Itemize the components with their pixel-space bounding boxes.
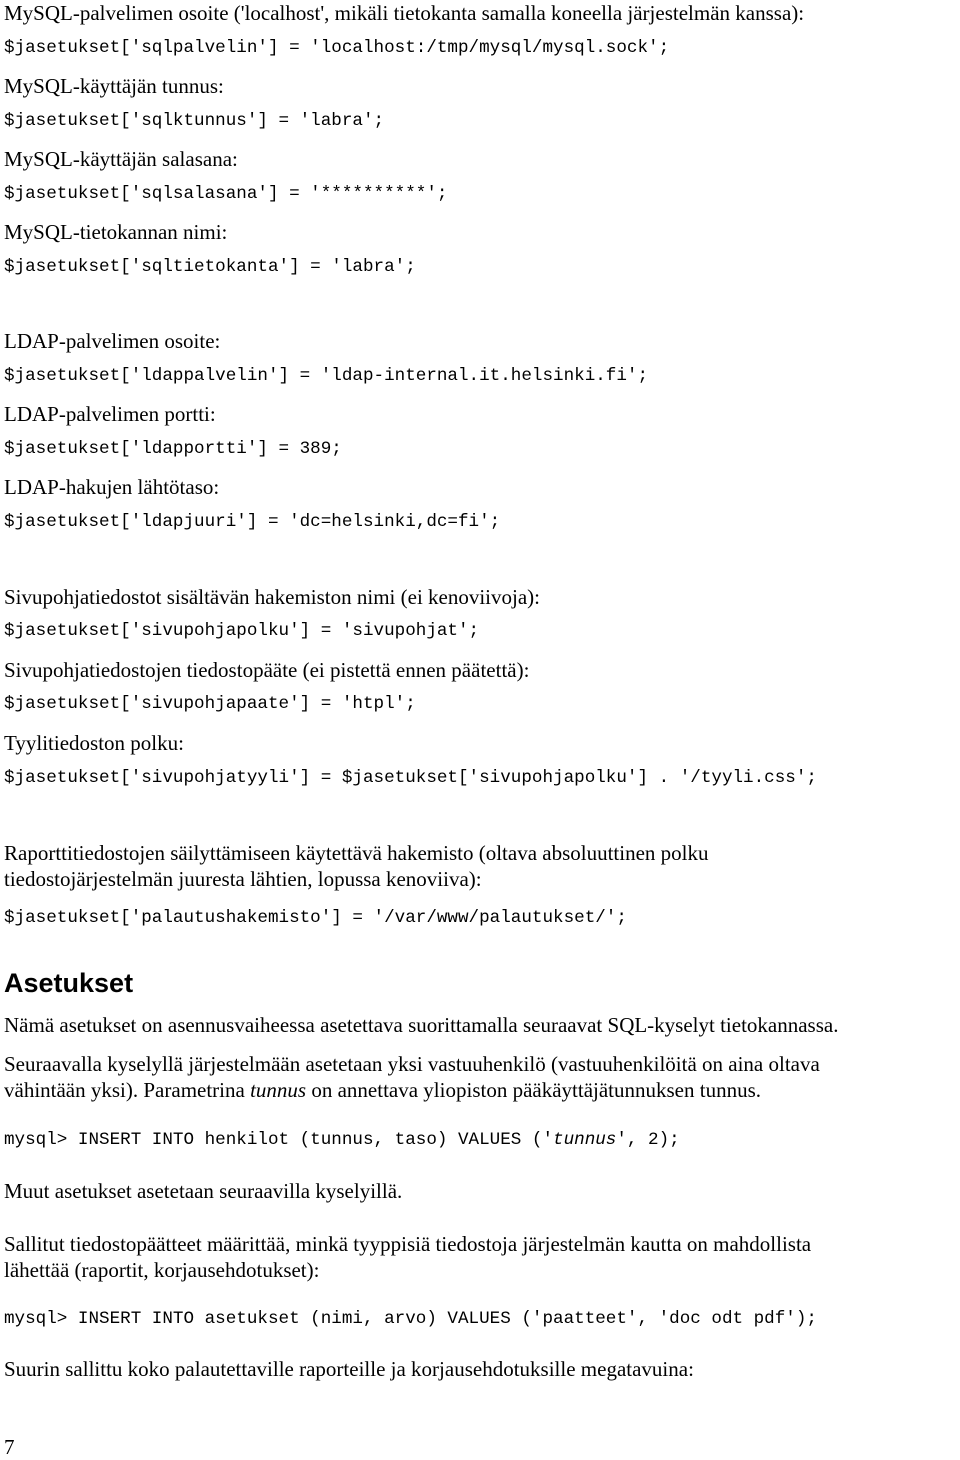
mysql-user-code: $jasetukset['sqlktunnus'] = 'labra'; bbox=[4, 111, 385, 131]
admin-param-name: tunnus bbox=[250, 1078, 307, 1102]
templates-dir-code: $jasetukset['sivupohjapolku'] = 'sivupohjat'; bbox=[4, 621, 480, 641]
page-number: 7 bbox=[4, 1435, 15, 1459]
admin-sql-param: tunnus bbox=[553, 1130, 617, 1150]
admin-description-line2 bbox=[4, 1077, 761, 1103]
max-size-label: Suurin sallittu koko palautettaville raporteille ja korjausehdotuksille megatavuina: bbox=[4, 1357, 694, 1381]
mysql-host-code: $jasetukset['sqlpalvelin'] = 'localhost:/tmp/mysql/mysql.sock'; bbox=[4, 38, 670, 58]
templates-dir-label: Sivupohjatiedostot sisältävän hakemiston nimi (ei kenoviivoja): bbox=[4, 585, 541, 609]
templates-ext-label: Sivupohjatiedostojen tiedostopääte (ei pistettä ennen päätettä): bbox=[4, 658, 530, 682]
ldap-base-code: $jasetukset['ldapjuuri'] = 'dc=helsinki,dc=fi'; bbox=[4, 512, 501, 532]
admin-line2-before: vähintään yksi). Parametrina bbox=[4, 1078, 251, 1102]
ldap-host-code: $jasetukset['ldappalvelin'] = 'ldap-internal.it.helsinki.fi'; bbox=[4, 366, 649, 386]
extensions-sql: mysql> INSERT INTO asetukset (nimi, arvo) VALUES ('paatteet', 'doc odt pdf'); bbox=[4, 1309, 817, 1329]
mysql-db-label: MySQL-tietokannan nimi: bbox=[4, 220, 228, 244]
ldap-host-label: LDAP-palvelimen osoite: bbox=[4, 329, 221, 353]
ldap-port-code: $jasetukset['ldapportti'] = 389; bbox=[4, 439, 342, 459]
extensions-description-line2: lähettää (raportit, korjausehdotukset): bbox=[4, 1258, 320, 1282]
mysql-host-label: MySQL-palvelimen osoite ('localhost', mikäli tietokanta samalla koneella järjestelmän kanssa): bbox=[4, 1, 805, 25]
reports-code: $jasetukset['palautushakemisto'] = '/var/www/palautukset/'; bbox=[4, 908, 627, 928]
templates-style-label: Tyylitiedoston polku: bbox=[4, 731, 184, 755]
mysql-db-code: $jasetukset['sqltietokanta'] = 'labra'; bbox=[4, 257, 416, 277]
other-settings-label: Muut asetukset asetetaan seuraavilla kyselyillä. bbox=[4, 1179, 403, 1203]
templates-style-code: $jasetukset['sivupohjatyyli'] = $jasetukset['sivupohjapolku'] . '/tyyli.css'; bbox=[4, 768, 817, 788]
ldap-base-label: LDAP-hakujen lähtötaso: bbox=[4, 475, 220, 499]
ldap-port-label: LDAP-palvelimen portti: bbox=[4, 402, 216, 426]
settings-heading: Asetukset bbox=[4, 968, 134, 998]
admin-description-line1: Seuraavalla kyselyllä järjestelmään asetetaan yksi vastuuhenkilö (vastuuhenkilöitä on aina oltava bbox=[4, 1052, 820, 1076]
admin-sql bbox=[4, 1128, 680, 1152]
reports-label-line2: tiedostojärjestelmän juuresta lähtien, lopussa kenoviiva): bbox=[4, 867, 482, 891]
extensions-description-line1: Sallitut tiedostopäätteet määrittää, minkä tyyppisiä tiedostoja järjestelmän kautta on mahdollista bbox=[4, 1232, 812, 1256]
mysql-user-label: MySQL-käyttäjän tunnus: bbox=[4, 74, 224, 98]
mysql-password-code: $jasetukset['sqlsalasana'] = '**********'; bbox=[4, 184, 448, 204]
templates-ext-code: $jasetukset['sivupohjapaate'] = 'htpl'; bbox=[4, 694, 416, 714]
reports-label-line1: Raporttitiedostojen säilyttämiseen käytettävä hakemisto (oltava absoluuttinen polku bbox=[4, 841, 709, 865]
settings-intro: Nämä asetukset on asennusvaiheessa asetettava suorittamalla seuraavat SQL-kyselyt tietokannassa. bbox=[4, 1013, 839, 1037]
mysql-password-label: MySQL-käyttäjän salasana: bbox=[4, 147, 238, 171]
admin-line2-after: on annettava yliopiston pääkäyttäjätunnuksen tunnus. bbox=[306, 1078, 762, 1102]
admin-sql-before: mysql> INSERT INTO henkilot (tunnus, taso) VALUES (' bbox=[4, 1130, 554, 1150]
admin-sql-after: ', 2); bbox=[616, 1130, 680, 1150]
